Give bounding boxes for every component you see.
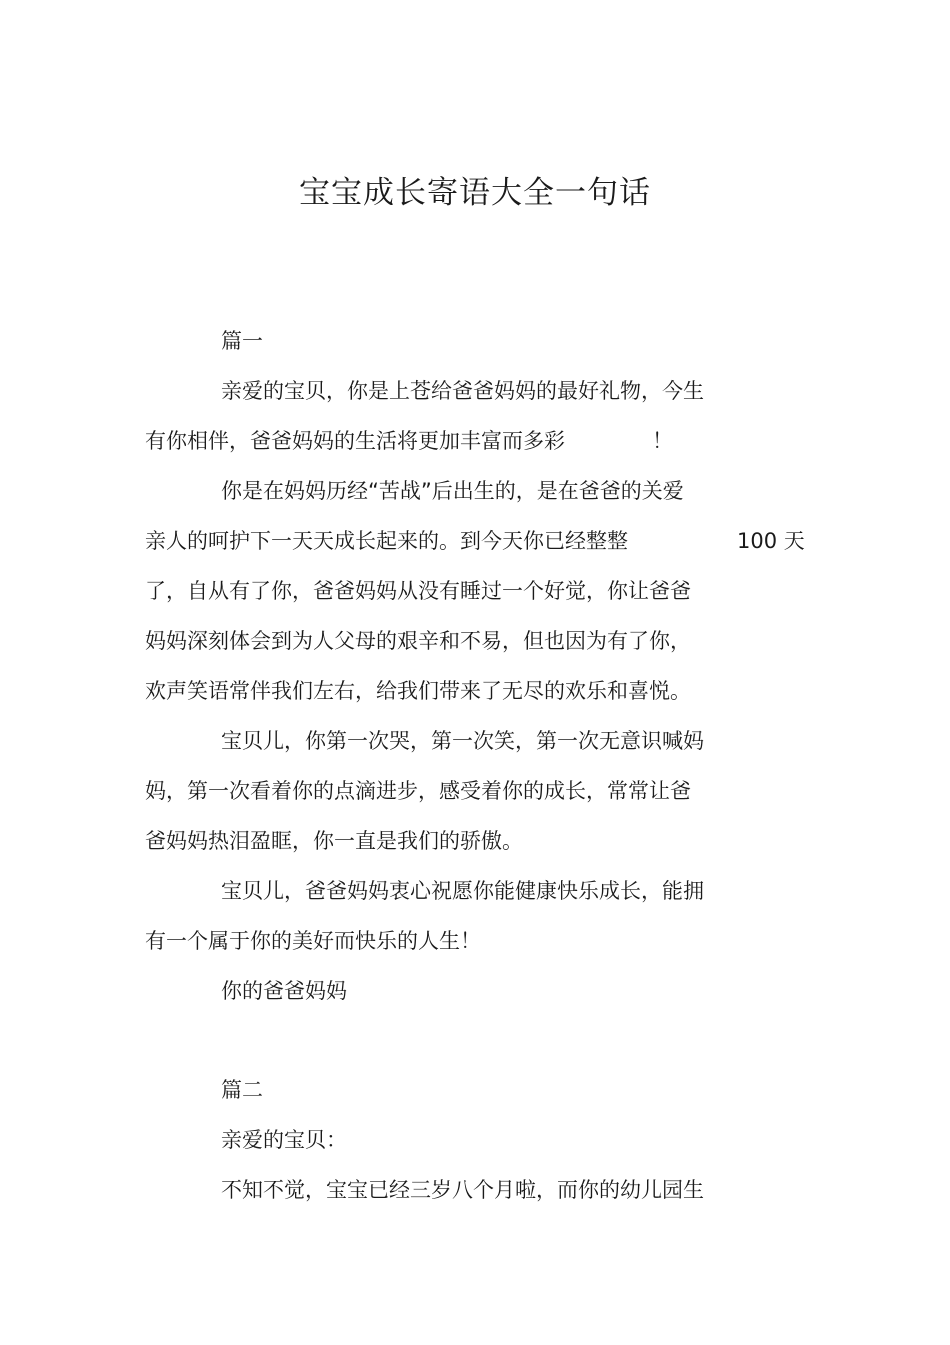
signature-line: 你的爸爸妈妈	[221, 979, 347, 1003]
section-heading-2: 篇二	[221, 1078, 263, 1102]
paragraph-line: 亲爱的宝贝：	[221, 1128, 347, 1152]
paragraph-line: 爸妈妈热泪盈眶，你一直是我们的骄傲。	[145, 829, 523, 853]
paragraph-line: 宝贝儿，爸爸妈妈衷心祝愿你能健康快乐成长，能拥	[221, 879, 704, 903]
section-heading-1: 篇一	[221, 329, 263, 353]
paragraph-line: 有一个属于你的美好而快乐的人生！	[145, 929, 481, 953]
paragraph-line: 宝贝儿，你第一次哭，第一次笑，第一次无意识喊妈	[221, 729, 704, 753]
paragraph-line: 100 天	[737, 529, 805, 553]
paragraph-line: 了，自从有了你，爸爸妈妈从没有睡过一个好觉，你让爸爸	[145, 579, 691, 603]
paragraph-line: 亲爱的宝贝，你是上苍给爸爸妈妈的最好礼物，今生	[221, 379, 704, 403]
paragraph-line: 不知不觉，宝宝已经三岁八个月啦，而你的幼儿园生	[221, 1178, 704, 1202]
paragraph-line: 欢声笑语常伴我们左右，给我们带来了无尽的欢乐和喜悦。	[145, 679, 691, 703]
paragraph-line: 你是在妈妈历经“苦战”后出生的，是在爸爸的关爱	[221, 479, 684, 503]
paragraph-line: 妈妈深刻体会到为人父母的艰辛和不易，但也因为有了你，	[145, 629, 691, 653]
paragraph-line: 妈，第一次看着你的点滴进步，感受着你的成长，常常让爸	[145, 779, 691, 803]
paragraph-line: 有你相伴，爸爸妈妈的生活将更加丰富而多彩	[145, 429, 565, 453]
paragraph-line: ！	[652, 429, 673, 453]
document-title: 宝宝成长寄语大全一句话	[299, 175, 651, 211]
paragraph-line: 亲人的呵护下一天天成长起来的。到今天你已经整整	[145, 529, 628, 553]
